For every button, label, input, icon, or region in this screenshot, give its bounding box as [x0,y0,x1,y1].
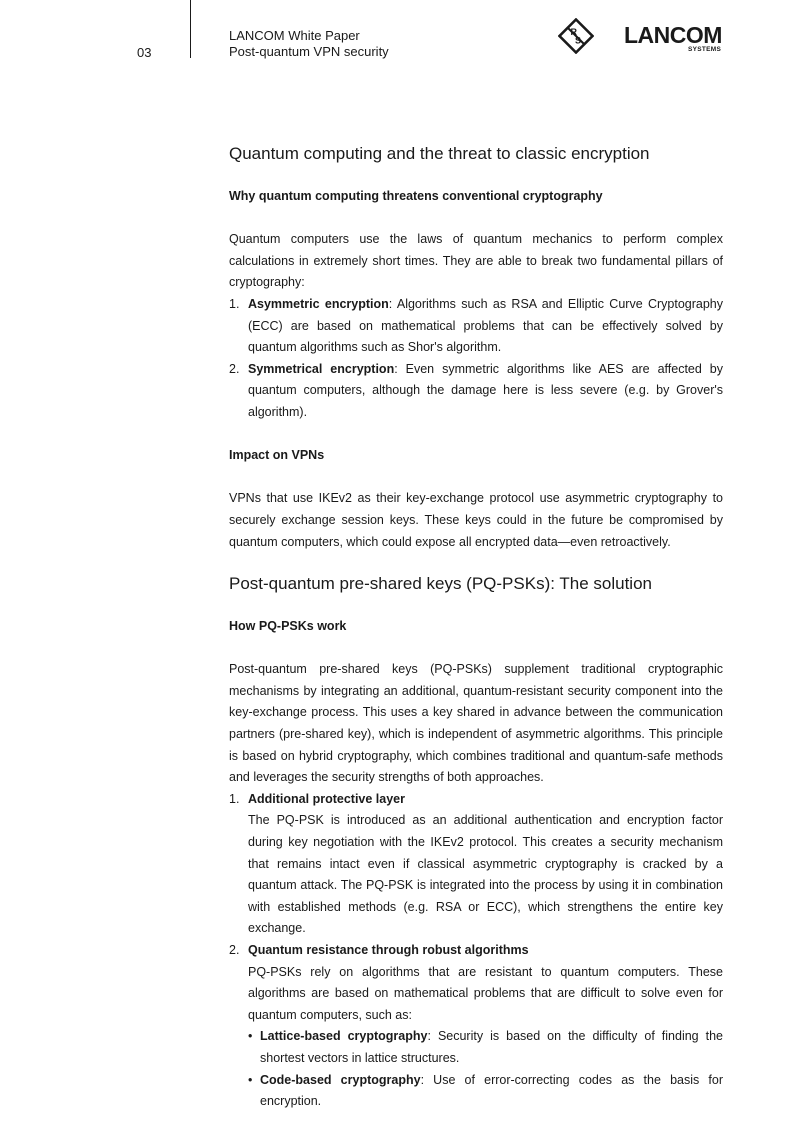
logo-mark-s: S [575,35,582,46]
section2-list [229,789,723,1113]
logo-wordmark: LANCOM [624,22,722,48]
doc-title: LANCOM White Paper [229,28,360,43]
lancom-logo [558,18,728,58]
bullet-term: Code-based cryptography [260,1072,421,1087]
list-term: Additional protective layer [248,791,405,806]
bullet-term: Lattice-based cryptography [260,1029,428,1044]
header-divider [190,0,191,58]
bullet-item [248,1026,723,1069]
list-item [229,789,723,940]
bullet-item [248,1070,723,1113]
list-text: : Even symmetric algorithms like AES are affected by quantum computers, although the damage here is less severe (e.g. by Grover's algorithm). [248,361,723,419]
section2-heading: Post-quantum pre-shared keys (PQ-PSKs): The solution [229,574,652,594]
list-term: Quantum resistance through robust algorithms [248,943,529,957]
section1-list [229,294,723,424]
bullet-dot: • [248,1029,253,1044]
logo-subtext: SYSTEMS [688,46,722,53]
bullet-dot: • [248,1072,253,1087]
vpn-paragraph: VPNs that use IKEv2 as their key-exchange protocol use asymmetric cryptography to securely exchange session keys. These keys could in the future be compromised by quantum computers, which could expose all encrypted data—even retroactively. [229,491,723,549]
logo-mark-r: R [570,27,577,37]
list-item [229,940,723,1113]
list-number: 1. [229,791,240,806]
list-number: 2. [229,361,240,376]
list-text: : Algorithms such as RSA and Elliptic Curve Cryptography (ECC) are based on mathematical problems that can be effectively solved by quantum algorithms such as Shor's algorithm. [248,296,723,355]
section2-sub1: How PQ-PSKs work [229,619,347,634]
list-number: 2. [229,943,240,957]
list-text: PQ-PSKs rely on algorithms that are resistant to quantum computers. These algorithms are based on mathematical problems that are difficult to solve even for quantum computers, such as: [248,964,723,1022]
list-text: The PQ-PSK is introduced as an additional authentication and encryption factor during key negotiation with the IKEv2 protocol. This creates a security mechanism that remains intact even if classical asymmetric cryptography is cracked by a quantum attack. The PQ-PSK is integrated into the process by using it in combination with established methods (e.g. RSA or ECC), which strengthens the entire key exchange. [248,813,723,936]
list-term: Asymmetric encryption [248,296,389,311]
header-doc-info [229,28,389,60]
page-number: 03 [137,45,152,60]
bullet-text: : Use of error-correcting codes as the basis for encryption. [260,1072,723,1109]
list-number: 1. [229,296,240,311]
section1-sub1: Why quantum computing threatens conventional cryptography [229,189,603,203]
doc-subtitle: Post-quantum VPN security [229,44,389,59]
list-term: Symmetrical encryption [248,361,395,376]
section1-intro: Quantum computers use the laws of quantum mechanics to perform complex calculations in extremely short times. They are able to break two fundamental pillars of cryptography: [229,232,723,290]
section1-heading: Quantum computing and the threat to classic encryption [229,144,650,163]
rohde-schwarz-diamond-icon [558,18,594,54]
list-item [229,294,723,359]
section1-sub2: Impact on VPNs [229,448,325,463]
algorithm-bullet-list [248,1026,723,1112]
list-item [229,359,723,424]
main-content [229,143,723,1113]
section2-intro: Post-quantum pre-shared keys (PQ-PSKs) supplement traditional cryptographic mechanisms by integrating an additional, quantum-resistant security component into the key-exchange process. This uses a key shared in advance between the communication partners (pre-shared key), which is independent of asymmetric algorithms. This principle is based on hybrid cryptography, which combines traditional and quantum-safe methods and leverages the security strengths of both approaches. [229,662,723,785]
bullet-text: : Security is based on the difficulty of finding the shortest vectors in lattice structures. [260,1029,724,1065]
